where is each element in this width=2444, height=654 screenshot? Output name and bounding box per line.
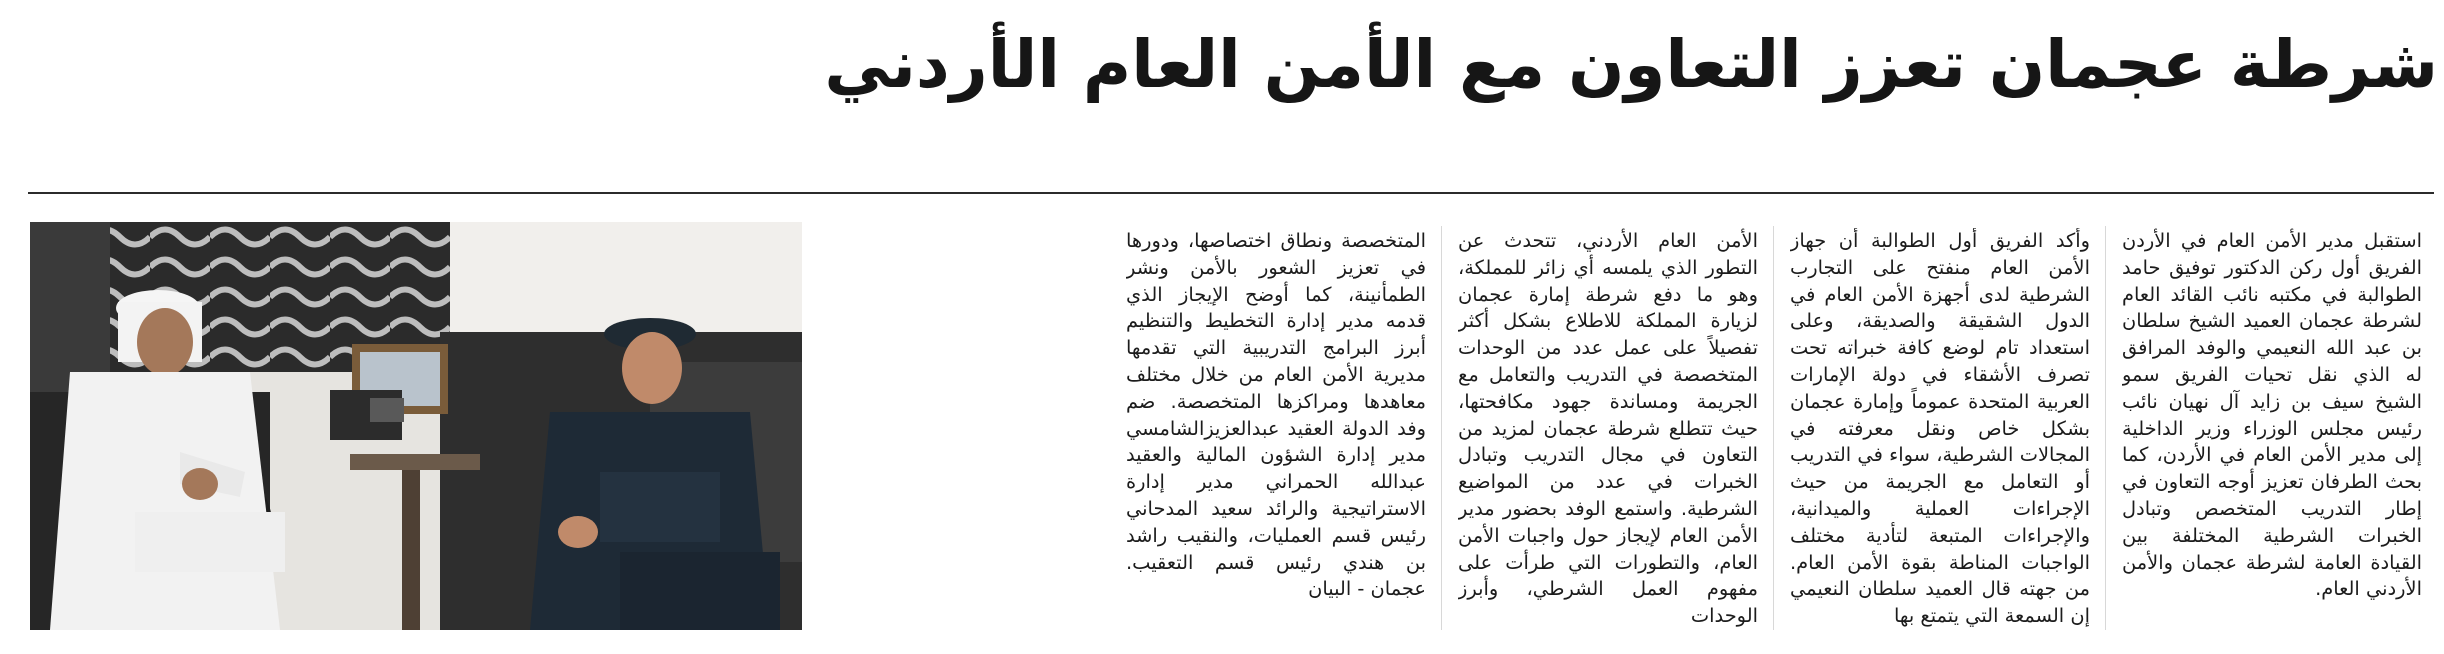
column-divider	[1773, 226, 1774, 630]
article-column-1: استقبل مدير الأمن العام في الأردن الفريق أول ركن الدكتور توفيق حامد الطوالبة في مكتبه نائب القائد العام لشرطة عجمان العميد الشيخ سلطان بن عبد الله النعيمي والوفد المرافق له الذي نقل تحيات الفريق سمو الشيخ سيف بن زايد آل نهيان نائب رئيس مجلس الوزراء وزير الداخلية إلى مدير الأمن العام في الأردن، كما بحث الطرفان تعزيز أوجه التعاون في إطار التدريب المتخصص وتبادل الخبرات الشرطية المختلفة بين القيادة العامة لشرطة عجمان والأمن الأردني العام.	[2122, 229, 2422, 601]
article-column-3: الأمن العام الأردني، تتحدث عن التطور الذي يلمسه أي زائر للمملكة، وهو ما دفع شرطة إمارة عجمان لزيارة المملكة للاطلاع بشكل أكثر تفصيلاً على عمل عدد من الوحدات المتخصصة في التدريب والتعامل مع الجريمة ومساندة جهود مكافحتها، حيث تتطلع شرطة عجمان لمزيد من التعاون في مجال التدريب وتبادل الخبرات في عدد من المواضيع الشرطية. واستمع الوفد بحضور مدير الأمن العام لإيجاز حول واجبات الأمن العام، والتطورات التي طرأت على مفهوم العمل الشرطي، وأبرز الوحدات	[1458, 229, 1758, 628]
meeting-photo	[30, 222, 802, 630]
headline-rule	[28, 192, 2434, 194]
meeting-photo-illustration	[30, 222, 802, 630]
article-headline: شرطة عجمان تعزز التعاون مع الأمن العام الأردني	[824, 26, 2438, 103]
faint-previous-headline	[14, 70, 714, 92]
article-column-2: وأكد الفريق أول الطوالبة أن جهاز الأمن العام منفتح على التجارب الشرطية لدى أجهزة الأمن العام في الدول الشقيقة والصديقة، وعلى استعداد تام لوضع كافة خبراته تحت تصرف الأشقاء في دولة الإمارات العربية المتحدة عموماً وإمارة عجمان بشكل خاص ونقل معرفته في المجالات الشرطية، سواء في التدريب أو التعامل مع الجريمة من حيث الإجراءات العملية والميدانية، والإجراءات المتبعة لتأدية مختلف الواجبات المناطة بقوة الأمن العام. من جهته قال العميد سلطان النعيمي إن السمعة التي يتمتع بها	[1790, 229, 2090, 628]
column-divider	[2105, 226, 2106, 630]
column-divider	[1441, 226, 1442, 630]
article-column-4: المتخصصة ونطاق اختصاصها، ودورها في تعزيز الشعور بالأمن ونشر الطمأنينة، كما أوضح الإيجاز الذي قدمه مدير إدارة التخطيط والتنظيم أبرز البرامج التدريبية التي تقدمها مديرية الأمن العام من خلال مختلف معاهدها ومراكزها المتخصصة. ضم وفد الدولة العقيد عبدالعزيزالشامسي مدير إدارة الشؤون المالية والعقيد عبدالله الحمراني مدير إدارة الاستراتيجية والرائد سعيد المدحاني رئيس قسم العمليات، والنقيب راشد بن هندي رئيس قسم التعقيب. عجمان - البيان	[1126, 229, 1426, 601]
